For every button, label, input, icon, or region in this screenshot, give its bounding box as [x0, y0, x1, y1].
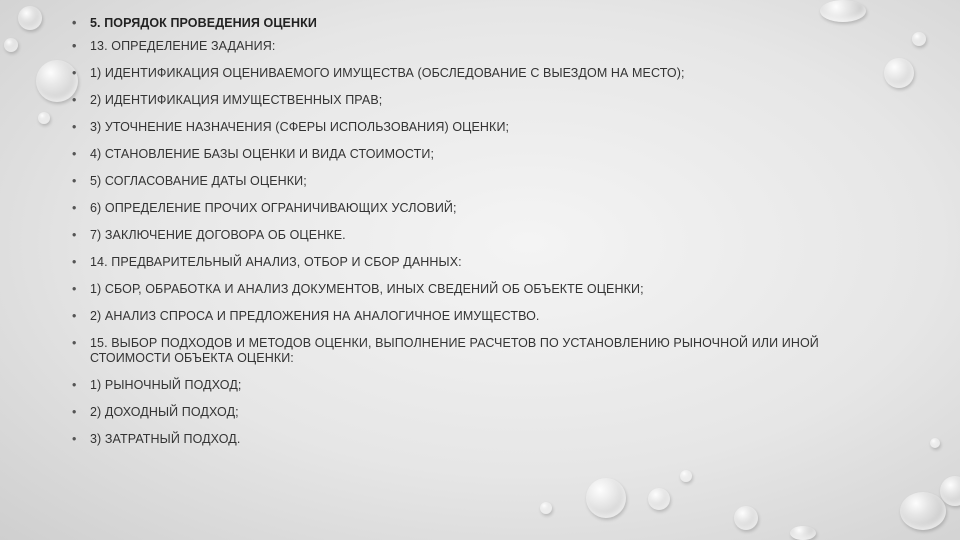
list-item: • 4) СТАНОВЛЕНИЕ БАЗЫ ОЦЕНКИ И ВИДА СТОИМОСТИ; — [72, 147, 872, 162]
water-drop-decoration — [540, 502, 552, 514]
list-item: • 3) УТОЧНЕНИЕ НАЗНАЧЕНИЯ (СФЕРЫ ИСПОЛЬЗОВАНИЯ) ОЦЕНКИ; — [72, 120, 872, 135]
list-item: • 6) ОПРЕДЕЛЕНИЕ ПРОЧИХ ОГРАНИЧИВАЮЩИХ УСЛОВИЙ; — [72, 201, 872, 216]
list-item: • 1) СБОР, ОБРАБОТКА И АНАЛИЗ ДОКУМЕНТОВ, ИНЫХ СВЕДЕНИЙ ОБ ОБЪЕКТЕ ОЦЕНКИ; — [72, 282, 872, 297]
list-item: • 15. ВЫБОР ПОДХОДОВ И МЕТОДОВ ОЦЕНКИ, ВЫПОЛНЕНИЕ РАСЧЕТОВ ПО УСТАНОВЛЕНИЮ РЫНОЧНОЙ ИЛИ ИНОЙ СТОИМОСТИ ОБЪЕКТА ОЦЕНКИ: — [72, 336, 872, 366]
water-drop-decoration — [884, 58, 914, 88]
list-item: • 1) РЫНОЧНЫЙ ПОДХОД; — [72, 378, 872, 393]
list-item: • 14. ПРЕДВАРИТЕЛЬНЫЙ АНАЛИЗ, ОТБОР И СБОР ДАННЫХ: — [72, 255, 872, 270]
list-item: • 2) ИДЕНТИФИКАЦИЯ ИМУЩЕСТВЕННЫХ ПРАВ; — [72, 93, 872, 108]
list-item: • 1) ИДЕНТИФИКАЦИЯ ОЦЕНИВАЕМОГО ИМУЩЕСТВА (ОБСЛЕДОВАНИЕ С ВЫЕЗДОМ НА МЕСТО); — [72, 66, 872, 81]
water-drop-decoration — [4, 38, 18, 52]
water-drop-decoration — [790, 526, 816, 540]
water-drop-decoration — [586, 478, 626, 518]
list-item: • 13. ОПРЕДЕЛЕНИЕ ЗАДАНИЯ: — [72, 39, 872, 54]
list-item: • 5) СОГЛАСОВАНИЕ ДАТЫ ОЦЕНКИ; — [72, 174, 872, 189]
list-item: • 2) ДОХОДНЫЙ ПОДХОД; — [72, 405, 872, 420]
water-drop-decoration — [912, 32, 926, 46]
list-item: • 7) ЗАКЛЮЧЕНИЕ ДОГОВОРА ОБ ОЦЕНКЕ. — [72, 228, 872, 243]
list-item: • 3) ЗАТРАТНЫЙ ПОДХОД. — [72, 432, 872, 447]
water-drop-decoration — [38, 112, 50, 124]
water-drop-decoration — [18, 6, 42, 30]
water-drop-decoration — [648, 488, 670, 510]
list-item: • 2) АНАЛИЗ СПРОСА И ПРЕДЛОЖЕНИЯ НА АНАЛОГИЧНОЕ ИМУЩЕСТВО. — [72, 309, 872, 324]
bullet-list — [72, 16, 872, 447]
water-drop-decoration — [900, 492, 946, 530]
water-drop-decoration — [930, 438, 940, 448]
water-drop-decoration — [734, 506, 758, 530]
section-heading: • 5. ПОРЯДОК ПРОВЕДЕНИЯ ОЦЕНКИ — [72, 16, 872, 31]
water-drop-decoration — [680, 470, 692, 482]
